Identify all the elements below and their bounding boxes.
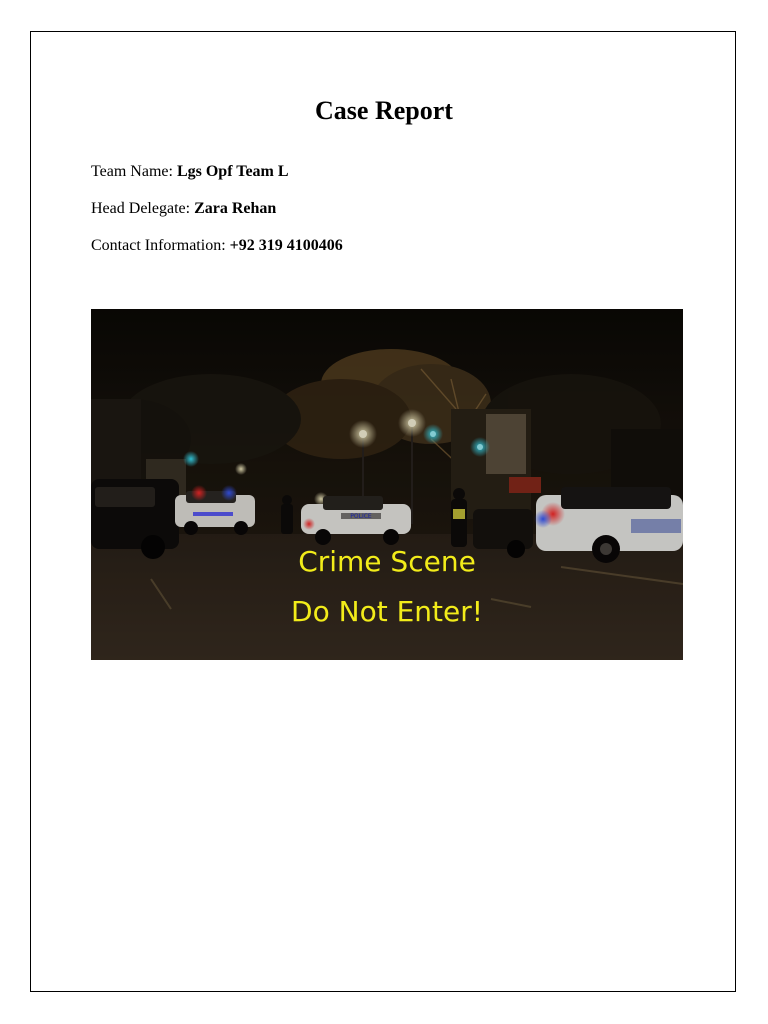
contact-info-value: +92 319 4100406	[229, 237, 343, 254]
team-name-line	[91, 163, 289, 181]
team-name-label: Team Name:	[91, 163, 173, 180]
contact-info-label: Contact Information:	[91, 237, 226, 254]
crime-scene-image	[91, 309, 683, 660]
document-page	[30, 31, 736, 992]
overlay-text-do-not-enter: Do Not Enter!	[291, 595, 483, 628]
page-title: Case Report	[315, 96, 453, 125]
head-delegate-line	[91, 200, 276, 218]
head-delegate-label: Head Delegate:	[91, 200, 191, 217]
team-name-value: Lgs Opf Team L	[176, 163, 289, 180]
contact-info-line	[91, 237, 343, 255]
head-delegate-value: Zara Rehan	[194, 200, 277, 217]
overlay-text-crime-scene: Crime Scene	[298, 545, 476, 578]
police-car-lettering: POLICE	[350, 513, 372, 520]
